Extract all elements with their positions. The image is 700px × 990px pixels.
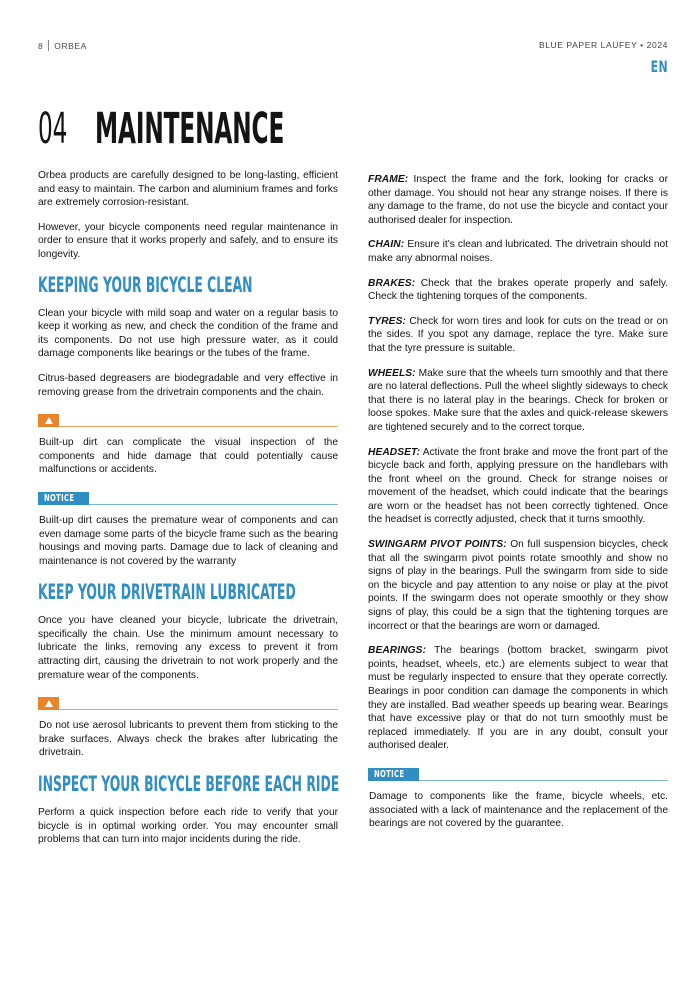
language-marker: EN [650, 57, 668, 76]
callout-rule [89, 504, 338, 505]
notice-callout-guarantee [368, 768, 668, 831]
notice-badge [368, 768, 419, 781]
warning-text: Built-up dirt can complicate the visual inspection of the components and hide damage that could potentially cause malfunctions or accidents. [39, 437, 338, 476]
checklist-items [368, 173, 668, 753]
section-heading-keeping-clean [38, 272, 338, 297]
brand-name: ORBEA [54, 40, 87, 51]
warning-callout-dirt-inspection [38, 414, 338, 477]
section-heading-text: KEEPING YOUR BICYCLE CLEAN [38, 272, 253, 297]
checklist-item-tyres [368, 315, 668, 356]
right-column [368, 169, 668, 845]
callout-header [38, 697, 338, 710]
checklist-term: WHEELS: [368, 367, 416, 379]
notice-badge [38, 492, 89, 505]
clean-paragraph-2: Citrus-based degreasers are biodegradable and very effective in removing grease from the drivetrain components and the chain. [38, 372, 338, 398]
checklist-term: BEARINGS: [368, 645, 427, 657]
checklist-description: Ensure it's clean and lubricated. The drivetrain should not make any abnormal noises. [368, 239, 668, 264]
triangle-glyph [45, 700, 53, 707]
checklist-description: Inspect the frame and the fork, looking for cracks or other damage. You should not hear any strange noises. If there is any damage to the frame, do not use the bicycle and contact your authorised dealer for inspection. [368, 174, 668, 226]
callout-rule [419, 780, 668, 781]
checklist-description: On full suspension bicycles, check that all the swingarm pivot points rotate smoothly and show no signs of play in the bearings. Pull the swingarm from side to side on the bicycle and pay attention to any noise or play at the pivot points. If the swingarm does not operate smoothly or they show signs of play, this could be a sign that the tightening torques are incorrect or that the bearings are worn or damaged. [368, 539, 669, 632]
section-heading-text: KEEP YOUR DRIVETRAIN LUBRICATED [38, 580, 296, 605]
checklist-description: Make sure that the wheels turn smoothly and that there are no lateral deflections. Pull the wheel slightly sideways to check that there is no lateral play in the bearings. Check for broken or loose spokes. Make sure that the axles and quick-release skewers are tightened securely and to the correct torque. [368, 367, 668, 433]
callout-header [368, 768, 668, 781]
section-heading-drivetrain-lubricated [38, 582, 338, 603]
callout-header [38, 414, 338, 427]
checklist-item-headset [368, 446, 668, 528]
notice-badge-label: NOTICE [374, 768, 405, 780]
page-number: 8 [38, 40, 44, 51]
triangle-glyph [45, 417, 53, 424]
warning-text: Do not use aerosol lubricants to prevent them from sticking to the brake surfaces. Always check the brakes after lubricating the drivetrain. [39, 720, 338, 759]
content-columns [38, 169, 668, 847]
checklist-term: HEADSET: [368, 446, 421, 458]
section-heading-text: INSPECT YOUR BICYCLE BEFORE EACH RIDE [38, 772, 340, 797]
notice-callout-dirt-wear [38, 492, 338, 568]
checklist-term: BRAKES: [368, 277, 416, 289]
intro-paragraph-1: Orbea products are carefully designed to be long-lasting, efficient and easy to maintain. The carbon and aluminium frames and forks are extremely corrosion-resistant. [38, 170, 338, 209]
checklist-description: Check for worn tires and look for cuts on the tread or on the sides. If you spot any damage, replace the tyre. Make sure that the tyre pressure is suitable. [368, 315, 668, 354]
lubricate-paragraph-1: Once you have cleaned your bicycle, lubricate the drivetrain, specifically the chain. Use the minimum amount necessary to lubricate the links, removing any excess to prevent it from attracting dirt, causing the drivetrain to not work properly and the premature wear of the components. [38, 615, 338, 681]
warning-callout-aerosol [38, 697, 338, 760]
inspect-paragraph-1: Perform a quick inspection before each ride to verify that your bicycle is in optimal working order. You may encounter small problems that can turn into major incidents during the ride. [38, 807, 338, 846]
callout-rule [59, 709, 338, 710]
checklist-item-swingarm-pivot-points [368, 538, 668, 633]
left-column [38, 169, 338, 847]
chapter-title [38, 104, 668, 154]
checklist-item-chain [368, 238, 668, 265]
document-title: BLUE PAPER LAUFEY • 2024 [538, 40, 668, 50]
clean-paragraph-1: Clean your bicycle with mild soap and water on a regular basis to keep it working as new, and check the condition of the frame and its components. Do not use high pressure water, as it could damage components like bearings or the tubes of the frame. [38, 307, 338, 360]
callout-rule [59, 426, 338, 427]
running-head [38, 40, 668, 86]
chapter-name: MAINTENANCE [94, 104, 285, 154]
checklist-term: TYRES: [368, 315, 406, 327]
checklist-item-frame [368, 173, 668, 227]
checklist-description: Check that the brakes operate properly and safely. Check the tightening torques of the components. [368, 277, 668, 303]
notice-badge-label: NOTICE [44, 492, 75, 504]
callout-header [38, 492, 338, 505]
checklist-item-wheels [368, 367, 668, 435]
folio-divider [48, 40, 49, 51]
checklist-description: The bearings (bottom bracket, swingarm pivot points, headset, wheels, etc.) are elements subject to wear that must be regularly inspected to ensure that they operate correctly. Bearings in poor condition can damage the components in which they are installed. Bad weather speeds up bearing wear. Bearings that have excessive play or that do not turn smoothly must be replaced immediately. If you are in any doubt, consult your authorised dealer. [368, 645, 668, 752]
section-heading-inspect-before-ride [38, 774, 338, 795]
warning-triangle-icon [38, 697, 59, 710]
intro-paragraph-2: However, your bicycle components need regular maintenance in order to ensure that it works properly and safely, and to ensure its longevity. [38, 221, 338, 260]
running-head-right [539, 40, 668, 76]
chapter-number: 04 [38, 104, 68, 154]
checklist-term: FRAME: [368, 174, 409, 185]
checklist-term: SWINGARM PIVOT POINTS: [368, 539, 507, 551]
checklist-item-brakes [368, 277, 668, 304]
checklist-term: CHAIN: [368, 239, 405, 251]
checklist-item-bearings [368, 644, 668, 753]
notice-text: Damage to components like the frame, bicycle wheels, etc. associated with a lack of maintenance and the replacement of the bearings are not covered by the guarantee. [369, 790, 668, 830]
notice-text: Built-up dirt causes the premature wear of components and can even damage some parts of the bicycle frame such as the bearing housings and moving parts. Damage due to lack of cleaning and maintenance is not covered by the warranty [39, 514, 338, 567]
folio [38, 40, 87, 51]
checklist-description: Activate the front brake and move the front part of the bicycle back and forth, applying pressure on the handlebars with the front wheel on the ground. Check for strange noises or movement of the headset, which could indicate that the bearings are worn or the headset has not been correctly tightened. Once the headset is correctly adjusted, check that it turns smoothly. [368, 446, 668, 526]
warning-triangle-icon [38, 414, 59, 427]
